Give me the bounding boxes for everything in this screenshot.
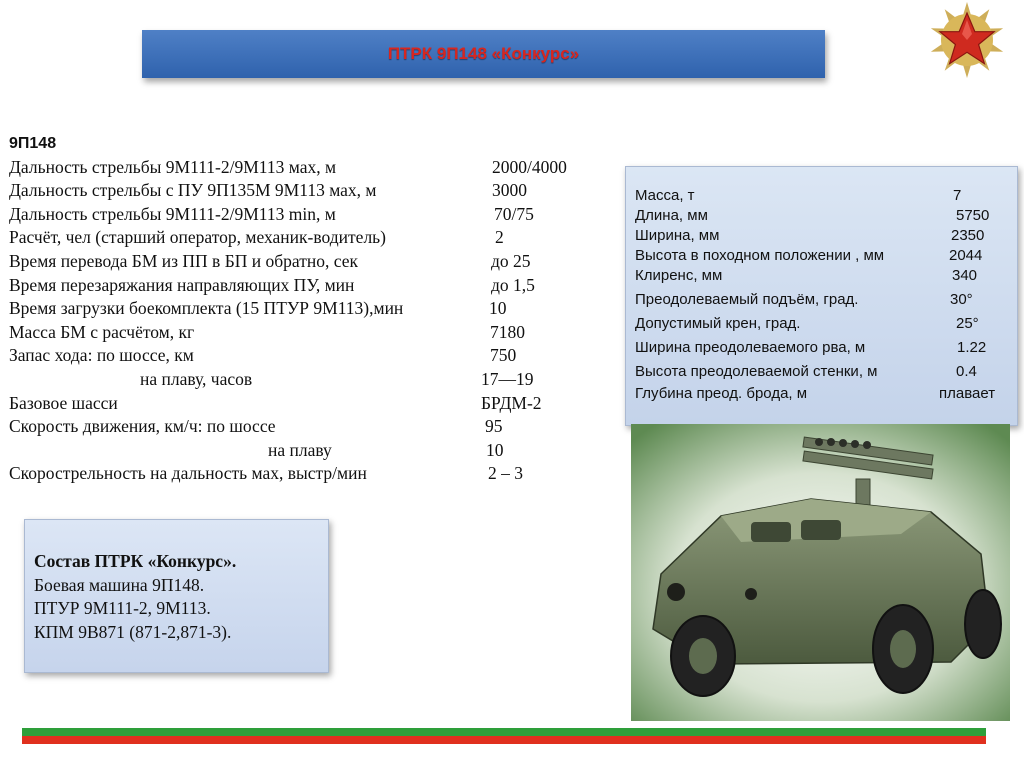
dimensions-box: [625, 166, 1018, 426]
dim-label: Допустимый крен, град.: [635, 315, 801, 332]
spec-row: Время перевода БМ из ПП в БП и обратно, сек до 25: [9, 250, 531, 271]
dim-value: 5750: [956, 207, 990, 224]
dim-value: 7: [953, 187, 962, 204]
dim-label: Ширина преодолеваемого рва, м: [635, 339, 866, 356]
spec-row: Масса БМ с расчётом, кг 7180: [9, 321, 525, 342]
spec-row: на плаву, часов 17—19: [140, 368, 534, 389]
composition-item: ПТУР 9М111-2, 9М113.: [34, 598, 211, 618]
spec-row: на плаву 10: [268, 439, 504, 460]
vehicle-photo: [631, 424, 1010, 721]
dim-value: 1.22: [957, 339, 987, 356]
red-star-emblem-icon: [914, 0, 1020, 80]
composition-title: Состав ПТРК «Конкурс».: [34, 551, 237, 571]
spec-row: Скорострельность на дальность мах, выстр/мин 2 – 3: [9, 463, 523, 484]
composition-box: [24, 519, 329, 673]
spec-row: Дальность стрельбы 9М111-2/9М113 мах, м 2000/4000: [9, 156, 567, 177]
composition-item: Боевая машина 9П148.: [34, 574, 205, 595]
dim-value: 0.4: [956, 363, 977, 380]
dim-label: Высота преодолеваемой стенки, м: [635, 363, 878, 380]
composition-item: КПМ 9В871 (871-2,871-3).: [34, 621, 232, 642]
specs-heading: 9П148: [9, 135, 57, 152]
dim-value: плавает: [939, 385, 996, 402]
dim-label: Преодолеваемый подъём, град.: [635, 291, 859, 308]
page-title: ПТРК 9П148 «Конкурс»: [387, 44, 580, 63]
dim-label: Длина, мм: [635, 207, 708, 224]
dim-label: Ширина, мм: [635, 227, 720, 244]
spec-row: Время загрузки боекомплекта (15 ПТУР 9М113),мин 10: [9, 298, 507, 319]
dim-label: Масса, т: [635, 187, 695, 204]
spec-row: Расчёт, чел (старший оператор, механик-водитель) 2: [9, 227, 504, 248]
title-banner: [142, 30, 825, 78]
dim-label: Глубина преод. брода, м: [635, 385, 808, 402]
spec-row: Запас хода: по шоссе, км 750: [9, 345, 517, 366]
spec-row: Дальность стрельбы 9М111-2/9М113 min, м 70/75: [9, 203, 534, 224]
spec-row: Время перезаряжания направляющих ПУ, мин до 1,5: [9, 274, 535, 295]
red-stripe: [22, 736, 986, 744]
dim-value: 2044: [949, 247, 983, 264]
spec-row: Базовое шасси БРДМ-2: [9, 392, 542, 413]
dim-value: 30°: [950, 291, 973, 308]
dim-value: 2350: [951, 227, 985, 244]
spec-row: Дальность стрельбы с ПУ 9П135М 9М113 мах, м 3000: [9, 180, 527, 201]
green-stripe: [22, 728, 986, 736]
dim-value: 25°: [956, 315, 979, 332]
dim-label: Высота в походном положении , мм: [635, 247, 885, 264]
specs-list: [9, 132, 567, 486]
dim-value: 340: [952, 267, 978, 284]
dim-label: Клиренс, мм: [635, 267, 723, 284]
spec-row: Скорость движения, км/ч: по шоссе 95: [9, 416, 503, 437]
